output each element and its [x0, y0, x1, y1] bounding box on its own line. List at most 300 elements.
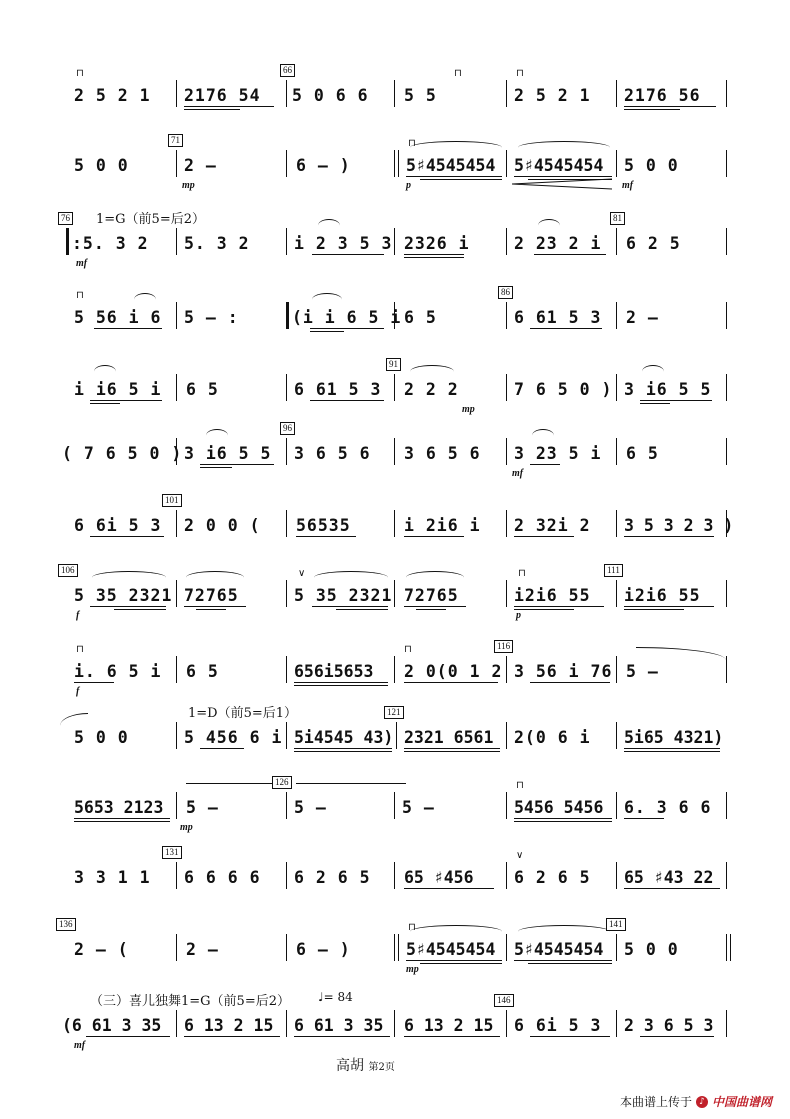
beam: [90, 403, 120, 404]
measure: 2 – (: [74, 940, 129, 959]
measure: 6. 3 6 6: [624, 798, 712, 817]
barline: [176, 792, 177, 819]
dynamic-mark: p: [406, 180, 411, 191]
beam: [404, 1036, 500, 1037]
slur: [518, 141, 610, 154]
beam: [528, 963, 612, 964]
measure: 5 0 0: [624, 156, 679, 175]
beam: [196, 609, 226, 610]
dynamic-mark: f: [76, 686, 80, 697]
down-bow-icon: ⊓: [518, 568, 526, 579]
slur: [406, 571, 464, 584]
measure: 6 13 2 15: [184, 1016, 274, 1035]
barline: [506, 80, 507, 107]
down-bow-icon: ⊓: [454, 68, 462, 79]
key-signature: 1=G（前5=后2）: [96, 212, 205, 227]
barline: [394, 792, 395, 819]
measure-number: 126: [272, 776, 292, 789]
barline: [506, 1010, 507, 1037]
measure: 65 ♯43 22: [624, 868, 714, 887]
barline: [394, 228, 395, 255]
measure: 5 35 2321: [74, 586, 173, 605]
measure-number: 81: [610, 212, 625, 225]
section-heading: （三）喜儿独舞1=G（前5=后2）: [90, 994, 290, 1009]
staff-line-9: [0, 640, 790, 700]
beam: [514, 818, 612, 819]
measure: 3 5 3 2 3 ): [624, 516, 734, 535]
beam: [624, 606, 714, 607]
slur: [318, 219, 340, 232]
barline: [176, 374, 177, 401]
repeat-start-barline: [66, 228, 69, 255]
staff-line-2: [0, 134, 790, 194]
staff-line-5: [0, 358, 790, 418]
barline: [176, 722, 177, 749]
staff-line-12: [0, 846, 790, 906]
barline: [726, 302, 727, 329]
measure: 6 61 5 3: [294, 380, 382, 399]
beam: [530, 682, 610, 683]
dynamic-mark: mp: [406, 964, 419, 975]
slur: [410, 925, 502, 938]
up-bow-icon: ∨: [516, 850, 524, 861]
barline: [394, 862, 395, 889]
barline: [616, 228, 617, 255]
barline: [286, 510, 287, 537]
down-bow-icon: ⊓: [76, 644, 84, 655]
measure: 72765: [404, 586, 459, 605]
down-bow-icon: ⊓: [76, 68, 84, 79]
barline: [506, 580, 507, 607]
beam: [640, 403, 670, 404]
beam: [514, 606, 604, 607]
beam: [74, 818, 170, 819]
measure: i 2i6 i: [404, 516, 481, 535]
barline: [286, 228, 287, 255]
barline: [286, 1010, 287, 1037]
beam: [200, 467, 232, 468]
barline: [616, 302, 617, 329]
barline: [616, 722, 617, 749]
barline: [616, 792, 617, 819]
measure: :5. 3 2: [72, 234, 149, 253]
barline: [726, 656, 727, 683]
beam: [294, 685, 388, 686]
staff-line-10: [0, 706, 790, 766]
measure: 2 32i 2: [514, 516, 591, 535]
barline: [506, 722, 507, 749]
measure: 6 13 2 15: [404, 1016, 494, 1035]
down-bow-icon: ⊓: [408, 922, 416, 933]
measure: 2 –: [626, 308, 659, 327]
measure: 6 6 6 6: [184, 868, 261, 887]
measure: 5 – :: [184, 308, 239, 327]
barline: [506, 228, 507, 255]
beam: [184, 109, 240, 110]
barline: [506, 862, 507, 889]
measure: 6 2 6 5: [294, 868, 371, 887]
barline: [396, 722, 397, 749]
measure: 2 2 2: [404, 380, 459, 399]
beam: [624, 109, 680, 110]
measure: 3 i6 5 5: [184, 444, 272, 463]
barline: [726, 792, 727, 819]
beam: [312, 606, 388, 607]
dynamic-mark: mf: [74, 1040, 86, 1051]
dynamic-mark: mf: [622, 180, 634, 191]
measure-number: 66: [280, 64, 295, 77]
beam: [404, 257, 464, 258]
barline: [176, 862, 177, 889]
measure-number: 121: [384, 706, 404, 719]
measure: 5♯4545454: [406, 940, 496, 959]
measure-number: 96: [280, 422, 295, 435]
barline: [616, 438, 617, 465]
barline: [176, 438, 177, 465]
page-footer: [336, 1055, 395, 1075]
beam: [624, 609, 684, 610]
dynamic-mark: mf: [76, 258, 88, 269]
beam: [530, 328, 602, 329]
measure: 6 5: [186, 662, 219, 681]
barline: [506, 150, 507, 177]
measure: 6 5: [626, 444, 659, 463]
barline: [506, 438, 507, 465]
barline: [616, 80, 617, 107]
upload-credit: [620, 1093, 772, 1110]
measure: 6 6i 5 3: [514, 1016, 602, 1035]
beam: [640, 1036, 714, 1037]
measure: 5i65 4321): [624, 728, 724, 747]
barline: [726, 228, 727, 255]
barline: [616, 1010, 617, 1037]
beam: [310, 331, 344, 332]
beam: [310, 328, 384, 329]
measure: i i6 5 i: [74, 380, 162, 399]
measure: 5 35 2321: [294, 586, 393, 605]
beam: [294, 682, 388, 683]
dynamic-mark: mp: [182, 180, 195, 191]
slur: [538, 219, 560, 232]
barline: [286, 722, 287, 749]
measure-number: 106: [58, 564, 78, 577]
beam: [624, 818, 664, 819]
measure: 6 2 6 5: [514, 868, 591, 887]
measure-number: 76: [58, 212, 73, 225]
measure: 2 3 6 5 3: [624, 1016, 714, 1035]
beam: [310, 400, 384, 401]
beam: [404, 536, 464, 537]
barline: [176, 228, 177, 255]
barline: [176, 1010, 177, 1037]
beam: [514, 960, 612, 961]
measure: 5 0 0: [624, 940, 679, 959]
barline: [616, 862, 617, 889]
measure: 2 0(0 1 2: [404, 662, 503, 681]
beam: [90, 536, 164, 537]
key-signature: 1=D（前5=后1）: [188, 706, 298, 721]
beam: [624, 106, 716, 107]
dynamic-mark: p: [516, 610, 521, 621]
staff-line-6: [0, 422, 790, 482]
barline: [726, 862, 727, 889]
measure: 3 56 i 76: [514, 662, 613, 681]
measure: 3 6 5 6: [294, 444, 371, 463]
barline: [394, 1010, 395, 1037]
barline: [286, 150, 287, 177]
measure: 5 –: [402, 798, 435, 817]
beam: [94, 328, 162, 329]
barline: [726, 580, 727, 607]
measure: i 2 3 5 3: [294, 234, 393, 253]
measure-number: 141: [606, 918, 626, 931]
measure: 2176 54: [184, 86, 261, 105]
tie: [410, 365, 454, 378]
beam: [200, 464, 274, 465]
double-barline: [394, 934, 395, 961]
barline: [286, 862, 287, 889]
measure-number: 116: [494, 640, 513, 653]
beam: [534, 254, 606, 255]
down-bow-icon: ⊓: [76, 290, 84, 301]
beam: [404, 254, 464, 255]
barline: [506, 656, 507, 683]
slur: [186, 571, 244, 584]
barline: [176, 934, 177, 961]
staff-line-11: [0, 776, 790, 836]
barline: [726, 374, 727, 401]
measure: 6 5: [186, 380, 219, 399]
beam: [514, 821, 612, 822]
measure: 2 5 2 1: [74, 86, 151, 105]
beam: [404, 748, 500, 749]
measure: 5 –: [186, 798, 219, 817]
staff-line-4: [0, 286, 790, 346]
barline: [394, 438, 395, 465]
barline: [616, 150, 617, 177]
barline: [506, 510, 507, 537]
measure: 5456 5456: [514, 798, 604, 817]
beam: [406, 176, 502, 177]
measure: 5 –: [626, 662, 659, 681]
measure: 6 61 3 35: [294, 1016, 384, 1035]
down-bow-icon: ⊓: [408, 138, 416, 149]
down-bow-icon: ⊓: [516, 68, 524, 79]
tie: [636, 647, 726, 660]
barline: [726, 510, 727, 537]
measure: 5 456 6 i: [184, 728, 283, 747]
beam: [530, 464, 560, 465]
beam: [514, 536, 574, 537]
dynamic-mark: mp: [180, 822, 193, 833]
barline: [286, 934, 287, 961]
beam: [640, 400, 712, 401]
slur: [518, 925, 610, 938]
beam: [514, 176, 612, 177]
measure: 5 0 6 6: [292, 86, 369, 105]
barline: [394, 374, 395, 401]
beam: [404, 751, 500, 752]
barline: [286, 438, 287, 465]
staff-line-8: [0, 564, 790, 624]
measure: (i i 6 5 i: [292, 308, 402, 327]
measure: i2i6 55: [514, 586, 591, 605]
measure: 3 3 1 1: [74, 868, 151, 887]
beam: [184, 606, 246, 607]
barline: [506, 792, 507, 819]
measure-number: 86: [498, 286, 513, 299]
beam: [74, 682, 114, 683]
repeat-end-barline: [286, 302, 289, 329]
measure: ( 7 6 5 0 ): [62, 444, 183, 463]
beam: [200, 748, 244, 749]
barline: [616, 656, 617, 683]
barline: [726, 1010, 727, 1037]
barline: [616, 374, 617, 401]
slur: [134, 293, 156, 306]
barline: [726, 438, 727, 465]
dynamic-mark: mp: [462, 404, 475, 415]
beam: [294, 748, 392, 749]
measure: 3 23 5 i: [514, 444, 602, 463]
staff-line-13: [0, 918, 790, 978]
barline: [726, 150, 727, 177]
site-logo-icon: ♪: [696, 1096, 708, 1108]
beam: [404, 606, 466, 607]
slur: [642, 365, 664, 378]
beam: [74, 821, 170, 822]
site-name[interactable]: 中国曲谱网: [711, 1095, 772, 1109]
barline: [616, 580, 617, 607]
barline: [616, 510, 617, 537]
slur: [532, 429, 554, 442]
beam: [624, 536, 714, 537]
up-bow-icon: ∨: [298, 568, 306, 579]
measure: 2 5 2 1: [514, 86, 591, 105]
barline: [286, 580, 287, 607]
measure: 6 2 5: [626, 234, 681, 253]
measure: 2 –: [186, 940, 219, 959]
dynamic-mark: f: [76, 610, 80, 621]
measure: 5. 3 2: [184, 234, 250, 253]
barline: [286, 374, 287, 401]
measure: 3 6 5 6: [404, 444, 481, 463]
barline: [286, 792, 287, 819]
beam: [90, 606, 166, 607]
tempo-marking: ♩= 84: [318, 990, 353, 1004]
barline: [394, 302, 395, 329]
slur: [92, 571, 166, 584]
staff-line-1: [0, 64, 790, 124]
beam: [420, 963, 502, 964]
instrument-title: 高胡: [336, 1058, 364, 1074]
measure: 65 ♯456: [404, 868, 474, 887]
barline: [394, 80, 395, 107]
barline: [176, 656, 177, 683]
barline: [176, 80, 177, 107]
measure: i. 6 5 i: [74, 662, 162, 681]
slur: [206, 429, 228, 442]
measure-number: 111: [604, 564, 623, 577]
staff-line-7: [0, 494, 790, 554]
measure: 2321 6561: [404, 728, 494, 747]
beam: [406, 960, 502, 961]
beam: [336, 609, 388, 610]
beam: [624, 751, 720, 752]
down-bow-icon: ⊓: [404, 644, 412, 655]
beam: [86, 1036, 170, 1037]
down-bow-icon: ⊓: [516, 780, 524, 791]
measure: 656i5653: [294, 662, 374, 681]
measure: 5i4545 43): [294, 728, 394, 747]
slur: [314, 571, 388, 584]
beam: [416, 609, 446, 610]
measure: 5 0 0: [74, 728, 129, 747]
barline: [176, 302, 177, 329]
beam: [624, 748, 720, 749]
tie: [60, 713, 88, 726]
measure: 72765: [184, 586, 239, 605]
slur: [312, 293, 342, 306]
barline: [176, 580, 177, 607]
barline: [506, 934, 507, 961]
measure: 2326 i: [404, 234, 470, 253]
measure: 3 i6 5 5: [624, 380, 712, 399]
barline: [726, 80, 727, 107]
barline: [286, 80, 287, 107]
barline: [394, 510, 395, 537]
measure: 2(0 6 i: [514, 728, 591, 747]
measure: 5653 2123: [74, 798, 164, 817]
measure: 6 – ): [296, 940, 351, 959]
final-barline: [726, 934, 727, 961]
staff-line-14: [0, 990, 790, 1054]
measure: i2i6 55: [624, 586, 701, 605]
barline: [616, 934, 617, 961]
measure-number: 131: [162, 846, 182, 859]
measure: 56535: [296, 516, 351, 535]
measure: 2 0 0 (: [184, 516, 261, 535]
beam: [294, 751, 392, 752]
beam: [294, 1036, 390, 1037]
barline: [506, 374, 507, 401]
barline: [506, 302, 507, 329]
decrescendo-hairpin: [510, 178, 614, 190]
beam: [530, 1036, 610, 1037]
measure: 5♯4545454: [514, 940, 604, 959]
measure: 6 – ): [296, 156, 351, 175]
barline: [176, 150, 177, 177]
beam: [184, 106, 274, 107]
measure-number: 146: [494, 994, 514, 1007]
measure: 7 6 5 0 ): [514, 380, 613, 399]
measure-number: 101: [162, 494, 182, 507]
measure: 5 –: [294, 798, 327, 817]
beam: [296, 536, 356, 537]
measure: 2 23 2 i: [514, 234, 602, 253]
credit-text: 本曲谱上传于: [619, 1095, 692, 1109]
measure-number: 71: [168, 134, 183, 147]
page-number: 第2页: [368, 1062, 395, 1073]
measure-number: 136: [56, 918, 76, 931]
measure: 5♯4545454: [406, 156, 496, 175]
measure: 5♯4545454: [514, 156, 604, 175]
slur: [94, 365, 116, 378]
measure: (6 61 3 35: [62, 1016, 162, 1035]
measure: 5 5: [404, 86, 437, 105]
measure: 5 56 i 6: [74, 308, 162, 327]
measure: 5 0 0: [74, 156, 129, 175]
